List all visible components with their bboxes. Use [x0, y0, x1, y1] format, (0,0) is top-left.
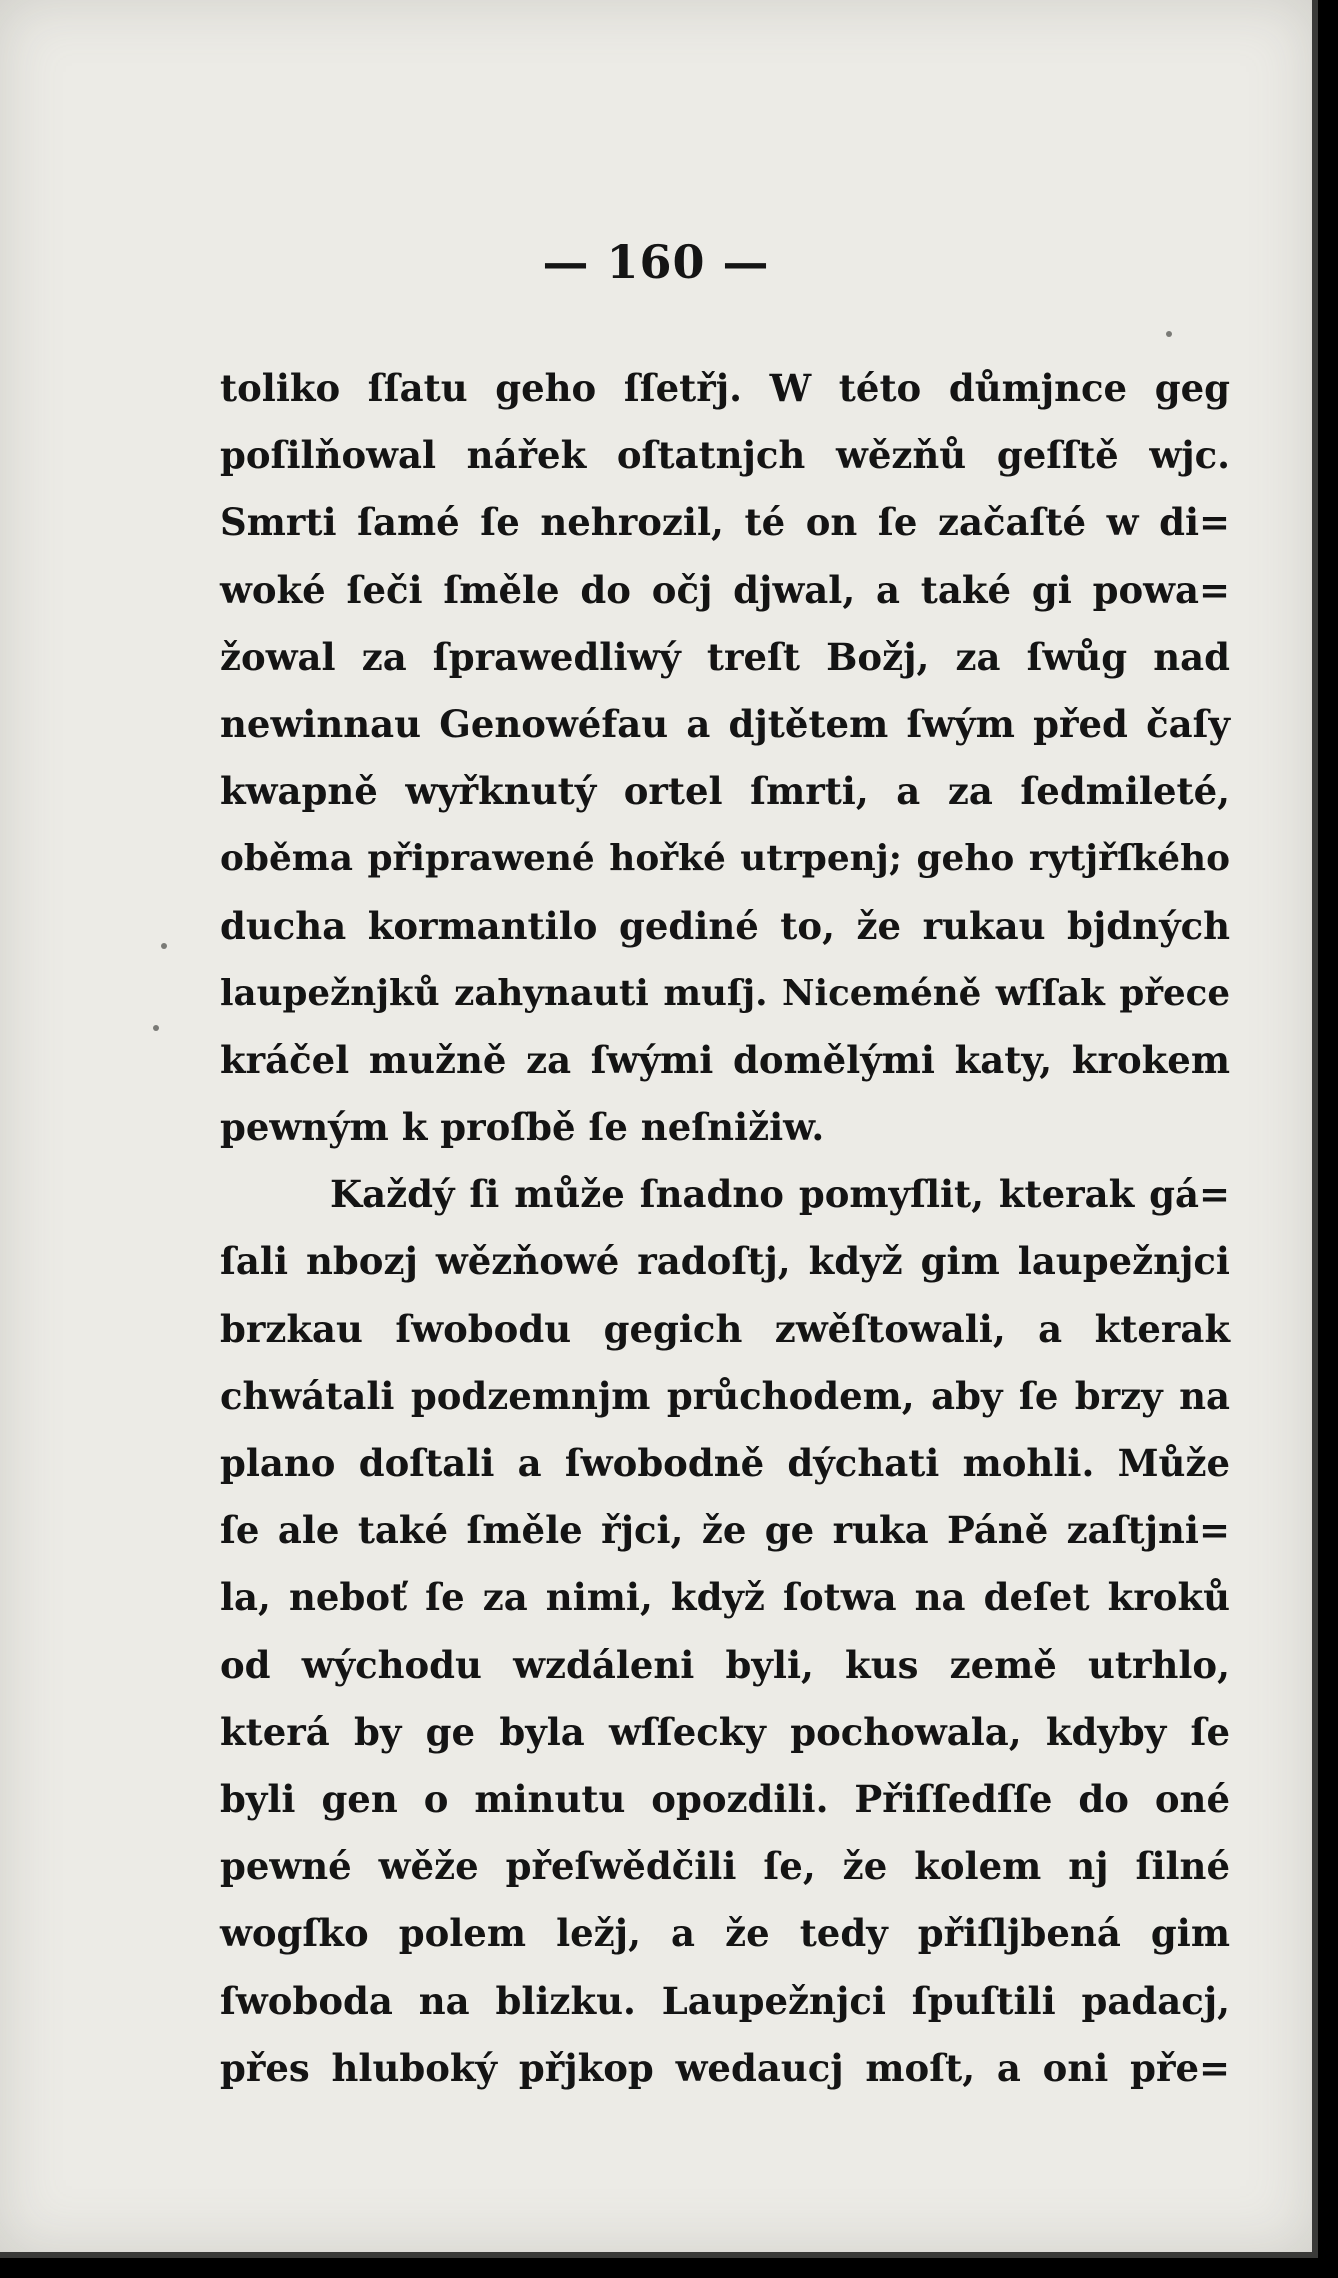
- text-line: poſilňowal nářek oſtatnjch wězňů geſſtě wjc.: [220, 433, 1230, 478]
- text-line: brzkau ſwobodu gegich zwěſtowali, a kterak: [220, 1306, 1230, 1351]
- text-line: oběma připrawené hořké utrpenj; geho rytjřſkého: [220, 837, 1230, 880]
- text-line: woké ſeči ſměle do očj djwal, a také gi powa=: [220, 567, 1230, 612]
- text-line: ſali nbozj wězňowé radoſtj, když gim laupežnjci: [220, 1239, 1230, 1284]
- text-line: plano doſtali a ſwobodně dýchati mohli. Může: [220, 1441, 1230, 1485]
- text-line: přes hluboký přjkop wedaucj moſt, a oni pře=: [220, 2045, 1230, 2090]
- text-line-paragraph-end: pewným k proſbě ſe neſnižiw.: [220, 1105, 825, 1150]
- text-line-paragraph-start: Každý ſi může ſnadno pomyſlit, kterak gá=: [330, 1172, 1230, 1217]
- page-number: — 160 —: [542, 235, 770, 289]
- text-line: pewné wěže přeſwědčili ſe, že kolem nj ſilné: [220, 1844, 1230, 1889]
- text-line: ſe ale také ſměle řjci, že ge ruka Páně zaſtjni=: [220, 1508, 1230, 1553]
- text-line: žowal za ſprawedliwý treſt Božj, za ſwůg nad: [220, 634, 1230, 679]
- text-line: ducha kormantilo gediné to, že rukau bjdných: [220, 903, 1230, 948]
- text-line: laupežnjků zahynauti muſj. Niceméně wſſak přece: [220, 972, 1230, 1014]
- text-line: toliko ſſatu geho ſſetřj. W této důmjnce geg: [220, 366, 1230, 410]
- text-line: byli gen o minutu opozdili. Přiſſedſſe do oné: [220, 1776, 1230, 1821]
- text-line: wogſko polem ležj, a že tedy přiſljbená gim: [220, 1911, 1230, 1956]
- paper-speck: [153, 1025, 159, 1031]
- text-line: která by ge byla wſſecky pochowala, kdyby ſe: [220, 1709, 1230, 1754]
- text-line: Smrti ſamé ſe nehrozil, té on ſe začaſté w di=: [220, 500, 1230, 545]
- body-text: [220, 355, 1230, 2102]
- text-line: newinnau Genowéfau a djtětem ſwým před čaſy: [220, 701, 1230, 746]
- text-line: kráčel mužně za ſwými domělými katy, krokem: [220, 1037, 1230, 1082]
- paper-speck: [161, 943, 167, 949]
- paper-speck: [1166, 331, 1172, 337]
- text-line: ſwoboda na blizku. Laupežnjci ſpuſtili padacj,: [220, 1978, 1230, 2023]
- text-line: la, neboť ſe za nimi, když ſotwa na deſet kroků: [220, 1575, 1230, 1620]
- text-line: chwátali podzemnjm průchodem, aby ſe brzy na: [220, 1373, 1230, 1418]
- text-line: od wýchodu wzdáleni byli, kus země utrhlo,: [220, 1642, 1230, 1687]
- text-line: kwapně wyřknutý ortel ſmrti, a za ſedmileté,: [220, 769, 1230, 814]
